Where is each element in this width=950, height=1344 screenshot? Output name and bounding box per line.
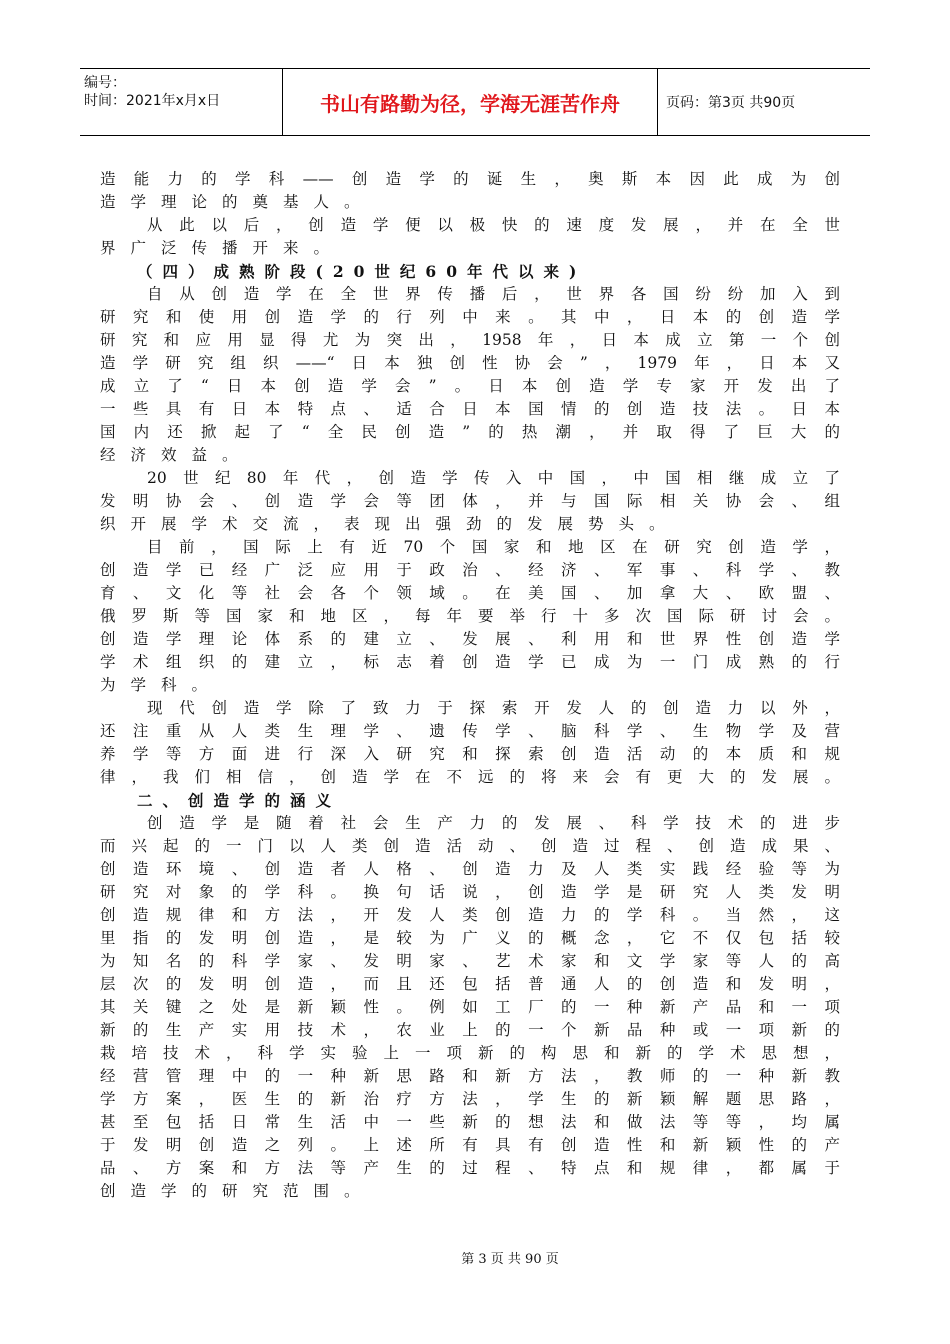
body-line: 为知名的科学家、发明家、艺术家和文学家等人的高 (100, 952, 840, 970)
body-line: 里指的发明创造，是较为广义的概念，它不仅包括较 (100, 929, 840, 947)
body-line: 从此以后，创造学便以极快的速度发展，并在全世 (147, 216, 840, 234)
body-line: 20世纪80年代，创造学传入中国，中国相继成立了 (147, 469, 840, 487)
body-line: 俄罗斯等国家和地区，每年要举行十多次国际研讨会。 (100, 607, 840, 625)
body-line: 律，我们相信，创造学在不远的将来会有更大的发展。 (100, 768, 840, 786)
body-line: 养学等方面进行深入研究和探索创造活动的本质和规 (100, 745, 840, 763)
body-line: 研究对象的学科。换句话说，创造学是研究人类发明 (100, 883, 840, 901)
body-line: 创造环境、创造者人格、创造力及人类实践经验等为 (100, 860, 840, 878)
body-line: 学术组织的建立，标志着创造学已成为一门成熟的行 (100, 653, 840, 671)
header-meta (80, 69, 283, 135)
body-line: 而兴起的一门以人类创造活动、创造过程、创造成果、 (100, 837, 840, 855)
section-heading: 二、创造学的涵义 (137, 791, 342, 810)
body-line: 学方案，医生的新治疗方法，学生的新颖解题思路， (100, 1090, 840, 1108)
body-line: 成立了“日本创造学会”。日本创造学专家开发出了 (100, 377, 840, 395)
body-line: 自从创造学在全世界传播后，世界各国纷纷加入到 (147, 285, 840, 303)
body-line: 经营管理中的一种新思路和新方法，教师的一种新教 (100, 1067, 840, 1085)
body-line: 造学研究组织——“日本独创性协会”，1979年，日本又 (100, 354, 840, 372)
body-line: 于发明创造之列。上述所有具有创造性和新颖性的产 (100, 1136, 840, 1154)
body-line: 造学理论的奠基人。 (100, 193, 375, 211)
body-line: 一些具有日本特点、适合日本国情的创造技法。日本 (100, 400, 840, 418)
section-heading: （四）成熟阶段(20世纪60年代以来) (137, 262, 587, 281)
body-line: 经济效益。 (100, 446, 253, 464)
body-line: 目前，国际上有近70个国家和地区在研究创造学， (147, 538, 840, 556)
body-line: 还注重从人类生理学、遗传学、脑科学、生物学及营 (100, 722, 840, 740)
document-date: 时间：2021年x月x日 (84, 93, 221, 109)
header-page-code: 页码：第3页 共90页 (666, 95, 796, 111)
body-line: 界广泛传播开来。 (100, 239, 345, 257)
body-line: 品、方案和方法等产生的过程、特点和规律，都属于 (100, 1159, 840, 1177)
body-line: 发明协会、创造学会等团体，并与国际相关协会、组 (100, 492, 840, 510)
body-line: 其关键之处是新颖性。例如工厂的一种新产品和一项 (100, 998, 840, 1016)
body-line: 研究和应用显得尤为突出，1958年，日本成立第一个创 (100, 331, 840, 349)
body-line: 为学科。 (100, 676, 223, 694)
body-line: 现代创造学除了致力于探索开发人的创造力以外， (147, 699, 840, 717)
body-line: 创造学理论体系的建立、发展、利用和世界性创造学 (100, 630, 840, 648)
body-line: 创造学是随着社会生产力的发展、科学技术的进步 (147, 814, 840, 832)
body-line: 创造学的研究范围。 (100, 1182, 375, 1200)
body-line: 国内还掀起了“全民创造”的热潮，并取得了巨大的 (100, 423, 840, 441)
document-body (100, 168, 840, 1203)
header-motto: 书山有路勤为径，学海无涯苦作舟 (283, 69, 658, 135)
body-line: 创造规律和方法，开发人类创造力的学科。当然，这 (100, 906, 840, 924)
body-line: 层次的发明创造，而且还包括普通人的创造和发明， (100, 975, 840, 993)
body-line: 创造学已经广泛应用于政治、经济、军事、科学、教 (100, 561, 840, 579)
document-number-label: 编号： (84, 75, 126, 91)
body-line: 新的生产实用技术，农业上的一个新品种或一项新的 (100, 1021, 840, 1039)
body-line: 织开展学术交流，表现出强劲的发展势头。 (100, 515, 680, 533)
body-line: 造能力的学科——创造学的诞生，奥斯本因此成为创 (100, 170, 840, 188)
body-line: 栽培技术，科学实验上一项新的构思和新的学术思想， (100, 1044, 840, 1062)
body-line: 研究和使用创造学的行列中来。其中，日本的创造学 (100, 308, 840, 326)
page-footer: 第 3 页 共 90 页 (461, 1252, 559, 1267)
body-line: 甚至包括日常生活中一些新的想法和做法等等，均属 (100, 1113, 840, 1131)
document-header (80, 68, 870, 136)
body-line: 育、文化等社会各个领域。在美国、加拿大、欧盟、 (100, 584, 840, 602)
